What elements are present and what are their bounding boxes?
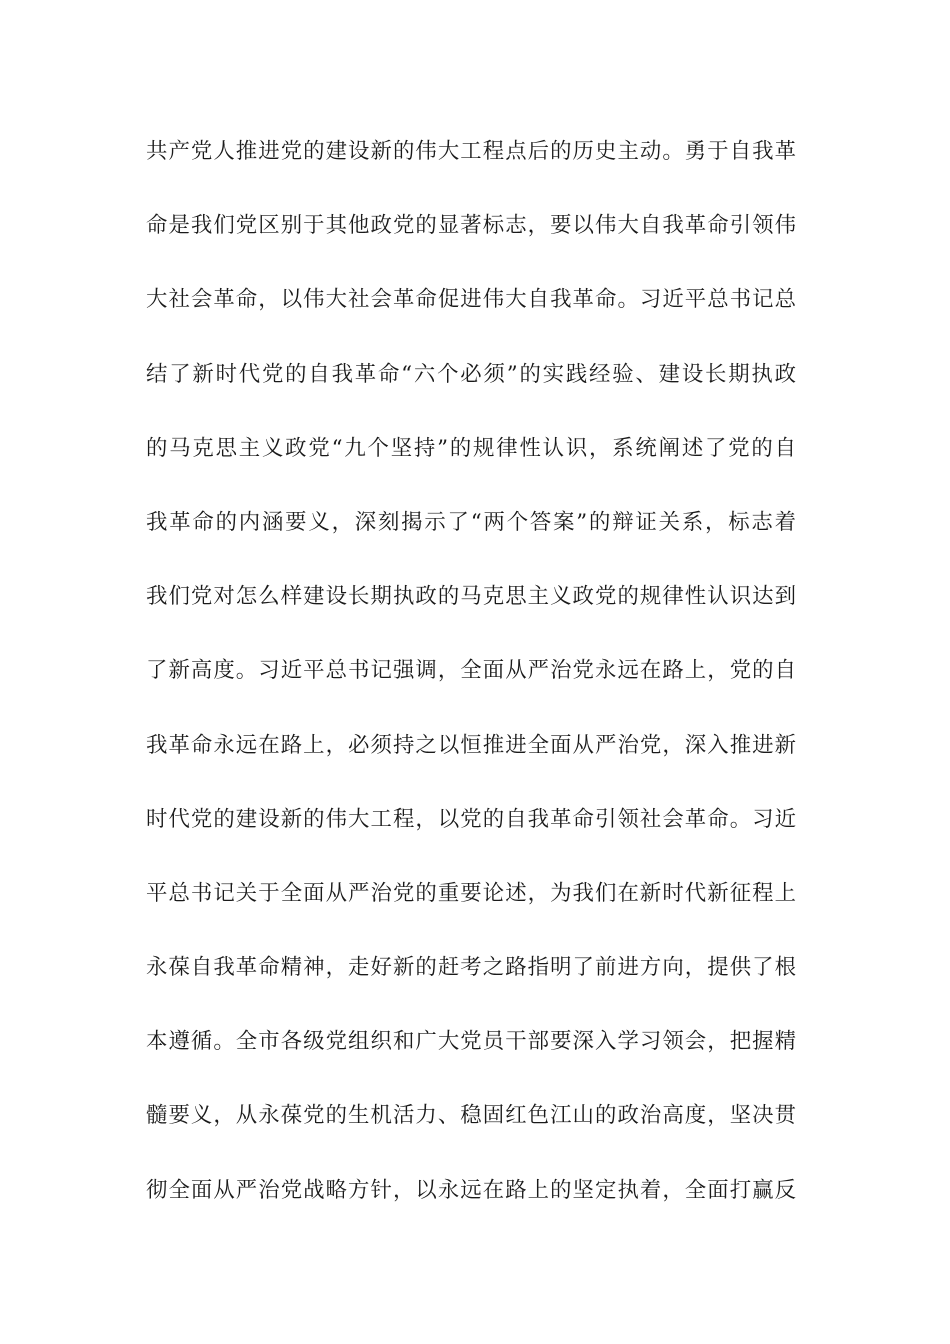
text-line: 了新高度。习近平总书记强调，全面从严治党永远在路上，党的自 [146, 658, 796, 684]
text-line: 时代党的建设新的伟大工程，以党的自我革命引领社会革命。习近 [146, 806, 796, 832]
text-line: 共产党人推进党的建设新的伟大工程点后的历史主动。勇于自我革 [146, 139, 796, 164]
text-line: 平总书记关于全面从严治党的重要论述，为我们在新时代新征程上 [146, 880, 796, 906]
text-line: 我革命永远在路上，必须持之以恒推进全面从严治党，深入推进新 [146, 732, 796, 758]
text-line: 彻全面从严治党战略方针，以永远在路上的坚定执着，全面打赢反 [146, 1177, 796, 1203]
text-line: 大社会革命，以伟大社会革命促进伟大自我革命。习近平总书记总 [146, 287, 796, 313]
text-line: 永葆自我革命精神，走好新的赶考之路指明了前进方向，提供了根 [146, 955, 796, 981]
text-line: 本遵循。全市各级党组织和广大党员干部要深入学习领会，把握精 [146, 1029, 796, 1055]
text-line: 命是我们党区别于其他政党的显著标志，要以伟大自我革命引领伟 [146, 213, 796, 239]
text-line: 我革命的内涵要义，深刻揭示了“两个答案”的辩证关系，标志着 [146, 509, 796, 535]
text-line: 我们党对怎么样建设长期执政的马克思主义政党的规律性认识达到 [146, 584, 796, 610]
text-line: 结了新时代党的自我革命“六个必须”的实践经验、建设长期执政 [146, 361, 796, 387]
body-paragraph [146, 131, 796, 1244]
text-line: 髓要义，从永葆党的生机活力、稳固红色江山的政治高度，坚决贯 [146, 1103, 796, 1129]
text-line: 的马克思主义政党“九个坚持”的规律性认识，系统阐述了党的自 [146, 435, 796, 461]
